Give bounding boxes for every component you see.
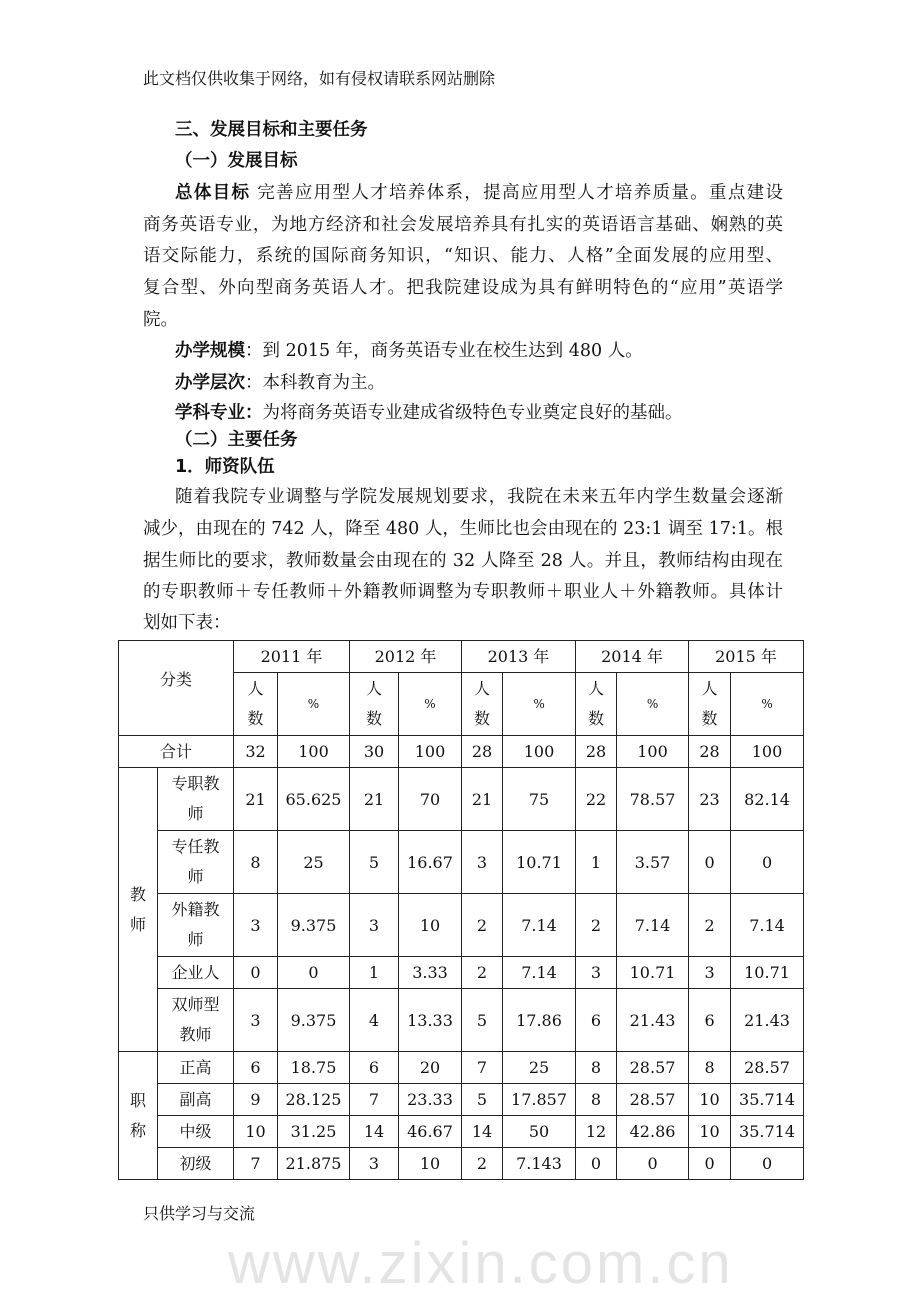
table-cell: 28 — [576, 736, 617, 768]
table-cell: 100 — [399, 736, 462, 768]
footer-note: 只供学习与交流 — [143, 1204, 256, 1223]
table-cell: 28.57 — [617, 1052, 689, 1084]
table-cell: 28 — [462, 736, 503, 768]
table-cell: 25 — [503, 1052, 576, 1084]
group-label: 职称 — [119, 1052, 158, 1180]
table-cell: 7.14 — [731, 894, 804, 957]
table-cell: 23.33 — [399, 1084, 462, 1116]
table-cell: 4 — [350, 989, 399, 1052]
table-cell: 21 — [350, 768, 399, 831]
year-header: 2012 年 — [350, 641, 462, 673]
table-cell: 9.375 — [278, 894, 350, 957]
table-cell: 78.57 — [617, 768, 689, 831]
table-cell: 8 — [689, 1052, 731, 1084]
table-cell: 28 — [689, 736, 731, 768]
table-cell: 0 — [617, 1148, 689, 1180]
count-header: 人数 — [576, 673, 617, 736]
table-cell: 0 — [576, 1148, 617, 1180]
table-cell: 21.43 — [731, 989, 804, 1052]
row-label: 副高 — [158, 1084, 234, 1116]
table-cell: 46.67 — [399, 1116, 462, 1148]
item-title-faculty: 1．师资队伍 — [175, 457, 275, 477]
table-cell: 9.375 — [278, 989, 350, 1052]
subsection-title-goals: （一）发展目标 — [175, 151, 298, 171]
table-cell: 3.57 — [617, 831, 689, 894]
subsection-title-tasks: （二）主要任务 — [175, 430, 298, 450]
table-row — [119, 894, 804, 957]
table-cell: 10.71 — [731, 957, 804, 989]
table-cell: 28.125 — [278, 1084, 350, 1116]
table-cell: 82.14 — [731, 768, 804, 831]
discipline-line: 学科专业：为将商务英语专业建成省级特色专业奠定良好的基础。 — [175, 403, 683, 423]
row-label: 双师型教师 — [158, 989, 234, 1052]
count-header: 人数 — [462, 673, 503, 736]
table-cell: 3 — [689, 957, 731, 989]
table-cell: 22 — [576, 768, 617, 831]
header-row — [119, 641, 804, 673]
table-cell: 10 — [234, 1116, 278, 1148]
table-cell: 6 — [689, 989, 731, 1052]
table-cell: 10 — [689, 1116, 731, 1148]
para-line: 的专职教师＋专任教师＋外籍教师调整为专职教师＋职业人＋外籍教师。具体计 — [143, 582, 783, 602]
table-cell: 7 — [350, 1084, 399, 1116]
level-line: 办学层次：本科教育为主。 — [175, 373, 385, 393]
table-cell: 0 — [234, 957, 278, 989]
table-cell: 0 — [689, 1148, 731, 1180]
table-cell: 23 — [689, 768, 731, 831]
table-cell: 31.25 — [278, 1116, 350, 1148]
table-cell: 25 — [278, 831, 350, 894]
table-cell: 42.86 — [617, 1116, 689, 1148]
table-cell: 28.57 — [731, 1052, 804, 1084]
table-cell: 10 — [399, 894, 462, 957]
table-cell: 18.75 — [278, 1052, 350, 1084]
row-label: 专任教师 — [158, 831, 234, 894]
scale-line: 办学规模：到 2015 年，商务英语专业在校生达到 480 人。 — [175, 341, 643, 361]
table-cell: 3 — [234, 989, 278, 1052]
table-cell: 3 — [462, 831, 503, 894]
table-cell: 32 — [234, 736, 278, 768]
faculty-plan-table — [118, 640, 804, 1180]
percent-header: % — [731, 673, 804, 736]
table-cell: 20 — [399, 1052, 462, 1084]
row-label: 企业人 — [158, 957, 234, 989]
para-line: 减少，由现在的 742 人，降至 480 人，生师比也会由现在的 23:1 调至 17:1。根 — [143, 519, 783, 539]
goal-line: 复合型、外向型商务英语人才。把我院建设成为具有鲜明特色的“应用”英语学 — [143, 278, 783, 298]
percent-header: % — [399, 673, 462, 736]
table-cell: 100 — [617, 736, 689, 768]
para-line: 据生师比的要求，教师数量会由现在的 32 人降至 28 人。并且，教师结构由现在 — [143, 551, 783, 571]
table-cell: 0 — [731, 1148, 804, 1180]
table-cell: 10 — [689, 1084, 731, 1116]
table-cell: 21.875 — [278, 1148, 350, 1180]
table-cell: 2 — [576, 894, 617, 957]
para-line: 划如下表： — [143, 613, 231, 633]
percent-header: % — [503, 673, 576, 736]
table-row — [119, 1084, 804, 1116]
watermark: www.zixin.com.cn — [228, 1231, 734, 1296]
table-cell: 21.43 — [617, 989, 689, 1052]
table-cell: 6 — [576, 989, 617, 1052]
table-cell: 6 — [350, 1052, 399, 1084]
table-cell: 0 — [278, 957, 350, 989]
row-label: 初级 — [158, 1148, 234, 1180]
table-cell: 100 — [503, 736, 576, 768]
table-row — [119, 831, 804, 894]
percent-header: % — [278, 673, 350, 736]
table-cell: 21 — [462, 768, 503, 831]
year-header: 2013 年 — [462, 641, 576, 673]
table-cell: 3 — [234, 894, 278, 957]
table-cell: 7.14 — [503, 957, 576, 989]
table-cell: 6 — [234, 1052, 278, 1084]
table-cell: 12 — [576, 1116, 617, 1148]
table-cell: 2 — [462, 894, 503, 957]
table-cell: 1 — [350, 957, 399, 989]
table-row — [119, 989, 804, 1052]
table-cell: 2 — [462, 957, 503, 989]
count-header: 人数 — [234, 673, 278, 736]
table-cell: 5 — [350, 831, 399, 894]
goal-line: 总体目标 完善应用型人才培养体系，提高应用型人才培养质量。重点建设 — [175, 183, 784, 203]
table-cell: 3 — [350, 894, 399, 957]
total-label: 合计 — [119, 736, 234, 768]
total-row — [119, 736, 804, 768]
table-cell: 0 — [689, 831, 731, 894]
table-cell: 7 — [234, 1148, 278, 1180]
count-header: 人数 — [689, 673, 731, 736]
table-cell: 17.857 — [503, 1084, 576, 1116]
table-cell: 16.67 — [399, 831, 462, 894]
section-title: 三、发展目标和主要任务 — [175, 120, 368, 140]
year-header: 2015 年 — [689, 641, 804, 673]
goal-line: 院。 — [143, 310, 178, 330]
header-note: 此文档仅供收集于网络，如有侵权请联系网站删除 — [143, 69, 496, 88]
table-cell: 35.714 — [731, 1084, 804, 1116]
table-cell: 7.14 — [617, 894, 689, 957]
table-cell: 2 — [689, 894, 731, 957]
table-cell: 35.714 — [731, 1116, 804, 1148]
count-header: 人数 — [350, 673, 399, 736]
table-cell: 14 — [350, 1116, 399, 1148]
table-cell: 9 — [234, 1084, 278, 1116]
table-cell: 21 — [234, 768, 278, 831]
table-row — [119, 1052, 804, 1084]
table-cell: 3 — [350, 1148, 399, 1180]
table-cell: 3.33 — [399, 957, 462, 989]
goal-line: 商务英语专业，为地方经济和社会发展培养具有扎实的英语语言基础、娴熟的英 — [143, 215, 783, 235]
table-cell: 100 — [731, 736, 804, 768]
table-cell: 8 — [576, 1084, 617, 1116]
table-cell: 100 — [278, 736, 350, 768]
para-line: 随着我院专业调整与学院发展规划要求，我院在未来五年内学生数量会逐渐 — [175, 487, 783, 507]
row-label: 外籍教师 — [158, 894, 234, 957]
table-cell: 50 — [503, 1116, 576, 1148]
table-cell: 10.71 — [617, 957, 689, 989]
table-cell: 10.71 — [503, 831, 576, 894]
year-header: 2014 年 — [576, 641, 689, 673]
table-cell: 30 — [350, 736, 399, 768]
table-cell: 7.14 — [503, 894, 576, 957]
year-header: 2011 年 — [234, 641, 350, 673]
table-cell: 28.57 — [617, 1084, 689, 1116]
group-label: 教师 — [119, 768, 158, 1052]
table-cell: 1 — [576, 831, 617, 894]
table-cell: 2 — [462, 1148, 503, 1180]
table-row — [119, 768, 804, 831]
table-cell: 0 — [731, 831, 804, 894]
table-cell: 65.625 — [278, 768, 350, 831]
table-row — [119, 1116, 804, 1148]
row-label: 专职教师 — [158, 768, 234, 831]
table-cell: 8 — [234, 831, 278, 894]
table-row — [119, 1148, 804, 1180]
goal-label: 总体目标 — [175, 183, 251, 203]
percent-header: % — [617, 673, 689, 736]
table-cell: 17.86 — [503, 989, 576, 1052]
table-cell: 75 — [503, 768, 576, 831]
goal-line: 语交际能力，系统的国际商务知识，“知识、能力、人格”全面发展的应用型、 — [143, 246, 783, 266]
row-label: 中级 — [158, 1116, 234, 1148]
table-cell: 70 — [399, 768, 462, 831]
table-cell: 7 — [462, 1052, 503, 1084]
table-cell: 7.143 — [503, 1148, 576, 1180]
table-cell: 3 — [576, 957, 617, 989]
table-cell: 5 — [462, 989, 503, 1052]
table-cell: 5 — [462, 1084, 503, 1116]
row-label: 正高 — [158, 1052, 234, 1084]
category-header: 分类 — [119, 641, 234, 736]
table-cell: 14 — [462, 1116, 503, 1148]
table-cell: 8 — [576, 1052, 617, 1084]
table-cell: 10 — [399, 1148, 462, 1180]
table-row — [119, 957, 804, 989]
table-cell: 13.33 — [399, 989, 462, 1052]
